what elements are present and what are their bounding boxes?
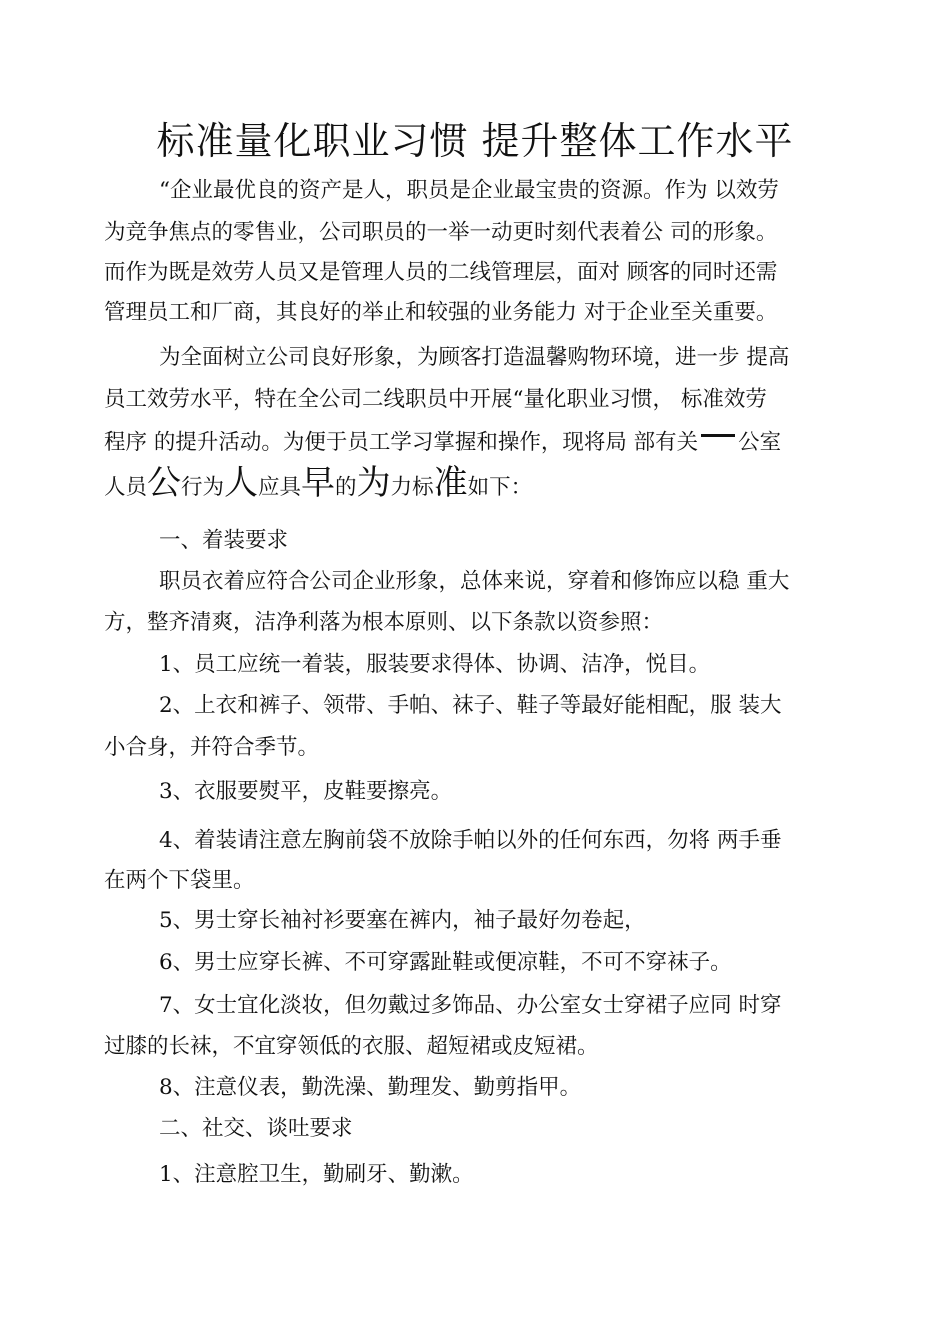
- enlarged-char: 为: [356, 463, 391, 503]
- enlarged-char: 早: [301, 463, 336, 503]
- page-title: 标准量化职业习惯 提升整体工作水平: [156, 119, 794, 163]
- para3-line: 职员衣着应符合公司企业形象，总体来说，穿着和修饰应以稳 重大: [159, 569, 790, 594]
- list-item-cont: 小合身，并符合季节。: [104, 735, 320, 760]
- list-item: 1、注意腔卫生，勤刷牙、勤漱。: [159, 1162, 474, 1187]
- list-item-cont: 在两个下袋里。: [104, 868, 255, 893]
- para3-line: 方，整齐清爽，洁净利落为根本原则、以下条款以资参照：: [104, 610, 664, 635]
- list-item: 3、衣服要熨平，皮鞋要擦亮。: [159, 779, 453, 804]
- para2-line: [104, 428, 781, 458]
- list-item: 4、着装请注意左胸前袋不放除手帕以外的任何东西，勿将 两手垂: [159, 828, 782, 853]
- section-heading: 二、社交、谈吐要求: [159, 1116, 353, 1141]
- list-item: 1、员工应统一着装，服装要求得体、协调、洁净，悦目。: [159, 652, 711, 677]
- list-item-cont: 过膝的长袜，不宜穿领低的衣服、超短裙或皮短裙。: [104, 1034, 599, 1059]
- para2-text-end: 公室: [738, 430, 782, 455]
- list-item: 2、上衣和裤子、领带、手帕、袜子、鞋子等最好能相配，服 装大: [159, 693, 782, 718]
- list-item: 8、注意仪表，勤洗澡、勤理发、勤剪指甲。: [159, 1075, 582, 1100]
- text-segment: 的: [335, 475, 357, 500]
- enlarged-char: 公: [147, 463, 182, 503]
- para1-line: 而作为既是效劳人员又是管理人员的二线管理层，面对 顾客的同时还需: [104, 260, 778, 285]
- text-segment: 行为: [181, 475, 225, 500]
- para1-line: 为竞争焦点的零售业，公司职员的一举一动更时刻代表着公 司的形象。: [104, 220, 778, 245]
- list-item: 7、女士宜化淡妆，但勿戴过多饰品、办公室女士穿裙子应同 时穿: [159, 993, 782, 1018]
- list-item: 6、男士应穿长裤、不可穿露趾鞋或便凉鞋，不可不穿袜子。: [159, 950, 732, 975]
- enlarged-char: 人: [224, 463, 259, 503]
- para2-text: 程序 的提升活动。为便于员工学习掌握和操作，现将局 部有关: [104, 430, 699, 455]
- list-item: 5、男士穿长袖衬衫要塞在裤内，袖子最好勿卷起，: [159, 908, 646, 933]
- para1-line: 管理员工和厂商，其良好的举止和较强的业务能力 对于企业至关重要。: [104, 300, 778, 325]
- section-heading: 一、着装要求: [159, 528, 289, 553]
- para1-line: “企业最优良的资产是人，职员是企业最宝贵的资源。作为 以效劳: [159, 178, 779, 203]
- para2-line: 为全面树立公司良好形象，为顾客打造温馨购物环境，进一步 提高: [159, 345, 790, 370]
- dash-mark: [701, 434, 735, 437]
- text-segment: 如下：: [467, 475, 533, 500]
- para2-mixed-line: [104, 463, 533, 503]
- enlarged-char: 准: [433, 463, 468, 503]
- para2-line: 员工效劳水平，特在全公司二线职员中开展“量化职业习惯， 标准效劳: [104, 387, 767, 412]
- text-segment: 力标: [390, 475, 434, 500]
- text-segment: 人员: [104, 475, 148, 500]
- text-segment: 应具: [258, 475, 302, 500]
